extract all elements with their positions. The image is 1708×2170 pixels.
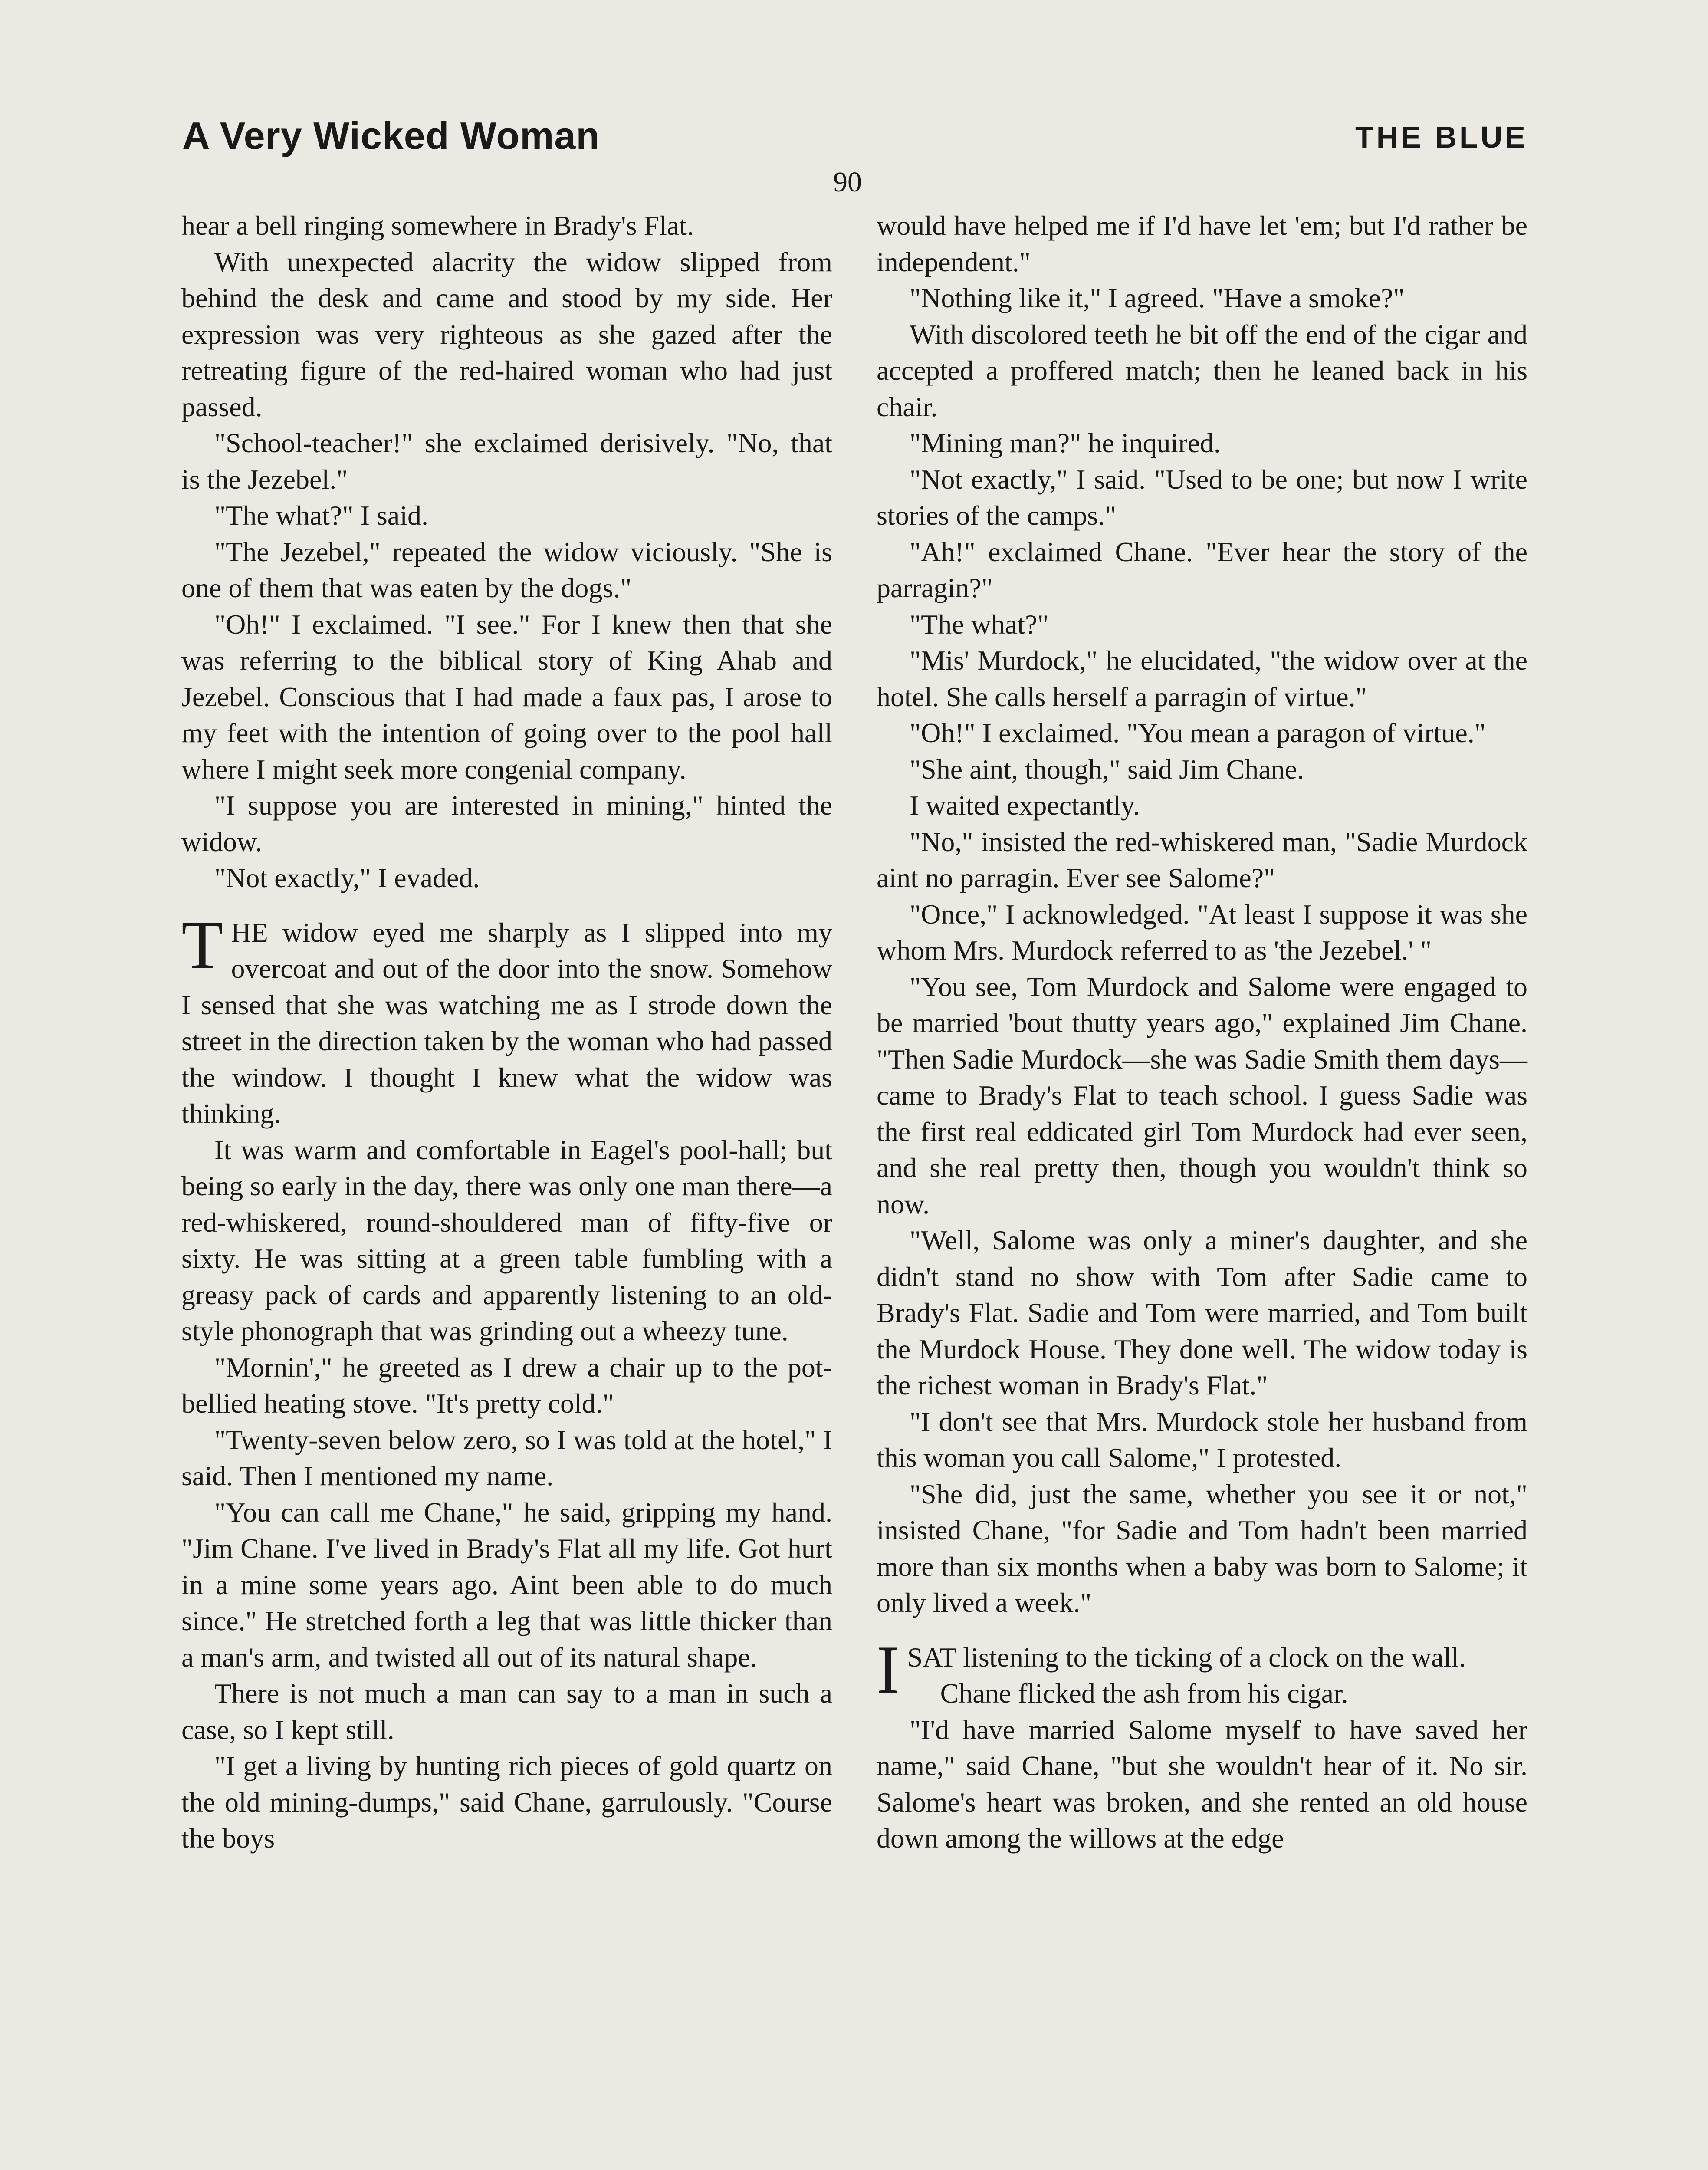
paragraph: "I get a living by hunting rich pieces of gold quartz on the old mining-dumps," said Chane, garrulously. "Course the boys	[181, 1750, 832, 1854]
paragraph: There is not much a man can say to a man in such a case, so I kept still.	[181, 1678, 832, 1745]
story-title: A Very Wicked Woman	[182, 114, 600, 157]
paragraph: "Mornin'," he greeted as I drew a chair up to the pot-bellied heating stove. "It's pretty cold."	[181, 1351, 832, 1419]
dropcap-text: SAT listening to the ticking of a clock on the wall.	[907, 1641, 1466, 1673]
paragraph: "Oh!" I exclaimed. "I see." For I knew then that she was referring to the biblical story of King Ahab and Jezebel. Conscious that I had made a faux pas, I arose to my feet with the intention of going over to the pool hall where I might seek more congenial company.	[181, 608, 832, 785]
paragraph: "You see, Tom Murdock and Salome were engaged to be married 'bout thutty years ago," explained Jim Chane. "Then Sadie Murdock—she was Sadie Smith them days—came to Brady's Flat to teach school. I guess Sadie was the first real eddicated girl Tom Murdock had ever seen, and she real pretty then, though you wouldn't think so now.	[877, 971, 1527, 1220]
paragraph: "She aint, though," said Jim Chane.	[910, 753, 1304, 785]
paragraph: "Not exactly," I said. "Used to be one; but now I write stories of the camps."	[877, 464, 1527, 531]
paragraph: "She did, just the same, whether you see it or not," insisted Chane, "for Sadie and Tom hadn't been married more than six months when a baby was born to Salome; it only lived a week."	[877, 1478, 1527, 1618]
dropcap-text: HE widow eyed me sharply as I slipped into my overcoat and out of the door into the snow. Somehow I sensed that she was watching me as I strode down the street in the direction taken by the woman who had passed the window. I thought I knew what the widow was thinking.	[181, 917, 832, 1129]
paragraph: hear a bell ringing somewhere in Brady's Flat.	[181, 210, 694, 241]
drop-cap-letter: T	[181, 907, 223, 983]
paragraph: "The Jezebel," repeated the widow viciously. "She is one of them that was eaten by the dogs."	[181, 536, 832, 603]
dropcap-paragraph	[181, 907, 832, 1132]
paragraph: "Ah!" exclaimed Chane. "Ever hear the story of the parragin?"	[877, 536, 1527, 603]
paragraph: "The what?"	[910, 608, 1049, 640]
paragraph: "You can call me Chane," he said, gripping my hand. "Jim Chane. I've lived in Brady's Flat all my life. Got hurt in a mine some years ago. Aint been able to do much since." He stretched forth a leg that was little thicker than a man's arm, and twisted all out of its natural shape.	[181, 1496, 832, 1673]
paragraph: "Mining man?" he inquired.	[910, 427, 1221, 458]
paragraph: "School-teacher!" she exclaimed derisively. "No, that is the Jezebel."	[181, 427, 832, 495]
page-number: 90	[833, 166, 862, 198]
paragraph: "Well, Salome was only a miner's daughter, and she didn't stand no show with Tom after Sadie came to Brady's Flat. Sadie and Tom were married, and Tom built the Murdock House. They done well. The widow today is the richest woman in Brady's Flat."	[877, 1225, 1527, 1401]
paragraph: "Nothing like it," I agreed. "Have a smoke?"	[910, 283, 1405, 313]
paragraph: "Once," I acknowledged. "At least I suppose it was she whom Mrs. Murdock referred to as 'the Jezebel.' "	[877, 898, 1527, 966]
paragraph: "Mis' Murdock," he elucidated, "the widow over at the hotel. She calls herself a parragin of virtue."	[877, 645, 1527, 712]
paragraph: "Not exactly," I evaded.	[214, 862, 480, 893]
paragraph: I waited expectantly.	[910, 790, 1140, 821]
left-column	[181, 207, 832, 1857]
paragraph: With unexpected alacrity the widow slipped from behind the desk and came and stood by my side. Her expression was very righteous as she gazed after the retreating figure of the red-haired woman who had just passed.	[181, 246, 832, 422]
paragraph: "No," insisted the red-whiskered man, "Sadie Murdock aint no parragin. Ever see Salome?"	[877, 826, 1527, 893]
paragraph: "I don't see that Mrs. Murdock stole her husband from this woman you call Salome," I protested.	[877, 1406, 1527, 1473]
paragraph: "I suppose you are interested in mining," hinted the widow.	[181, 790, 832, 857]
paragraph: Chane flicked the ash from his cigar.	[940, 1678, 1348, 1709]
magazine-name: THE BLUE	[1355, 120, 1528, 154]
paragraph: With discolored teeth he bit off the end of the cigar and accepted a proffered match; then he leaned back in his chair.	[877, 319, 1527, 422]
paragraph: "I'd have married Salome myself to have saved her name," said Chane, "but she wouldn't hear of it. No sir. Salome's heart was broken, and she rented an old house down among the willows at the edge	[877, 1714, 1527, 1854]
drop-cap-letter: I	[877, 1631, 900, 1708]
paragraph: "Twenty-seven below zero, so I was told at the hotel," I said. Then I mentioned my name.	[181, 1424, 832, 1491]
right-column	[877, 207, 1527, 1857]
paragraph: It was warm and comfortable in Eagel's pool-hall; but being so early in the day, there was only one man there—a red-whiskered, round-shouldered man of fifty-five or sixty. He was sitting at a green table fumbling with a greasy pack of cards and apparently listening to an old-style phonograph that was grinding out a wheezy tune.	[181, 1134, 832, 1346]
paragraph: "The what?" I said.	[214, 500, 428, 531]
paragraph: "Oh!" I exclaimed. "You mean a paragon of virtue."	[910, 717, 1486, 748]
paragraph: would have helped me if I'd have let 'em; but I'd rather be independent."	[877, 210, 1527, 277]
